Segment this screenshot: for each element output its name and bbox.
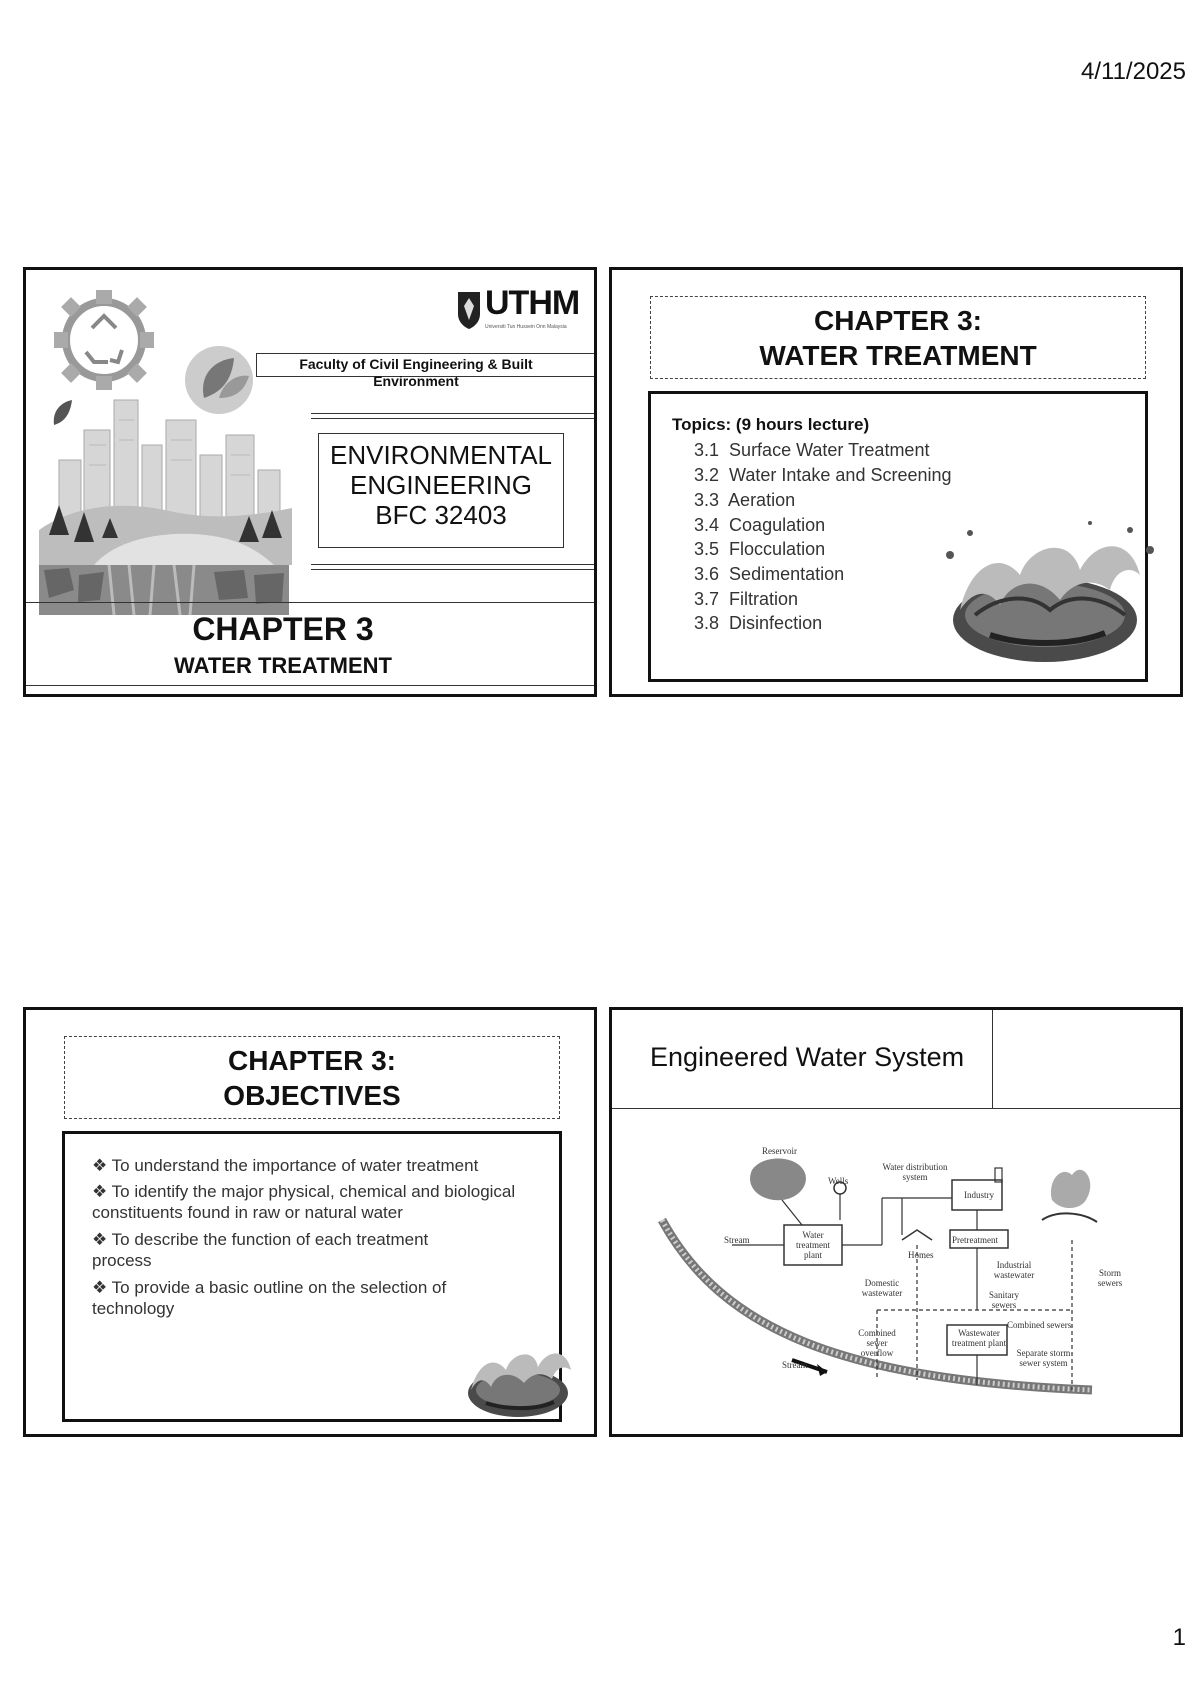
topic-item: 3.6 Sedimentation	[694, 564, 845, 584]
faculty-label: Faculty of Civil Engineering & Built Environment	[299, 356, 533, 389]
course-title-box	[318, 433, 564, 548]
label-wells: Wells	[828, 1176, 849, 1186]
label-homes: Homes	[908, 1250, 934, 1260]
objectives-title-line2: OBJECTIVES	[223, 1080, 401, 1111]
topic-item: 3.4 Coagulation	[694, 515, 826, 535]
label-industry: Industry	[964, 1190, 994, 1200]
uthm-logo-text: UTHM	[485, 284, 580, 322]
chapter-title-line1: CHAPTER 3:	[813, 305, 982, 336]
topic-item: 3.7 Filtration	[694, 589, 799, 609]
uthm-logo-subtext: Universiti Tun Hussein Onn Malaysia	[485, 324, 567, 330]
uthm-crest-icon	[456, 290, 482, 330]
course-name-line1: ENVIRONMENTAL	[330, 440, 552, 470]
slide-1-title	[23, 267, 597, 697]
print-date: 4/11/2025	[1081, 58, 1186, 85]
diamond-bullet-icon: ❖	[92, 1182, 108, 1201]
objective-item: ❖ To provide a basic outline on the selection of technology	[92, 1278, 447, 1318]
course-code: BFC 32403	[375, 500, 507, 530]
label-domestic: Domestic wastewater	[861, 1278, 903, 1298]
label-distribution: Water distribution system	[882, 1162, 948, 1182]
diamond-bullet-icon: ❖	[92, 1156, 108, 1175]
label-industrial: Industrial wastewater	[993, 1260, 1035, 1280]
city-environment-illustration	[34, 280, 294, 620]
objective-item: ❖ To identify the major physical, chemical and biological constituents found in raw or natural water	[92, 1182, 516, 1222]
topic-item: 3.2 Water Intake and Screening	[694, 465, 952, 485]
label-sanitary: Sanitary sewers	[989, 1290, 1019, 1310]
chapter-title-line2: WATER TREATMENT	[759, 340, 1037, 371]
divider-bottom	[311, 564, 597, 570]
topic-item: 3.1 Surface Water Treatment	[694, 440, 930, 460]
title-divider-vertical	[992, 1010, 993, 1108]
slide-4-engineered-system	[609, 1007, 1183, 1437]
topic-item: 3.8 Disinfection	[694, 613, 823, 633]
label-stream-in: Stream	[724, 1235, 750, 1245]
label-wwtp: Wastewater treatment plant	[951, 1328, 1007, 1348]
chapter-subtitle: WATER TREATMENT	[174, 653, 392, 678]
topic-item: 3.5 Flocculation	[694, 539, 826, 559]
slide-title: Engineered Water System	[650, 1042, 965, 1072]
water-splash-image	[456, 1335, 581, 1425]
label-overflow: Combined sewer overflow	[858, 1328, 896, 1358]
diamond-bullet-icon: ❖	[92, 1278, 108, 1297]
label-pretreatment: Pretreatment	[952, 1235, 998, 1245]
slide-2-topics	[609, 267, 1183, 697]
diamond-bullet-icon: ❖	[92, 1230, 108, 1249]
objectives-title-line1: CHAPTER 3:	[227, 1045, 396, 1076]
label-separate: Separate storm sewer system	[1016, 1348, 1071, 1368]
page-number: 1	[1172, 1624, 1186, 1651]
topics-heading: Topics: (9 hours lecture)	[672, 415, 870, 434]
objectives-title-box	[64, 1036, 560, 1119]
topic-item: 3.3 Aeration	[694, 490, 796, 510]
slide-3-objectives	[23, 1007, 597, 1437]
water-splash-image	[930, 515, 1160, 675]
label-wtp: Water treatment plant	[796, 1230, 830, 1260]
label-storm-sewers: Storm sewers	[1097, 1268, 1123, 1288]
objective-item: ❖ To understand the importance of water treatment	[92, 1156, 479, 1175]
chapter-divider	[26, 602, 597, 603]
title-divider-horizontal	[612, 1108, 1183, 1109]
footer-line	[26, 685, 597, 686]
chapter-heading: CHAPTER 3	[192, 611, 374, 647]
label-combined-sewers: Combined sewers	[1007, 1320, 1072, 1330]
divider-top	[311, 413, 597, 419]
chapter-title-box	[650, 296, 1146, 379]
label-stream-out: Stream	[782, 1360, 808, 1370]
objective-item: ❖ To describe the function of each treatment process	[92, 1230, 429, 1270]
course-name-line2: ENGINEERING	[349, 470, 533, 500]
label-reservoir: Reservoir	[762, 1146, 797, 1156]
